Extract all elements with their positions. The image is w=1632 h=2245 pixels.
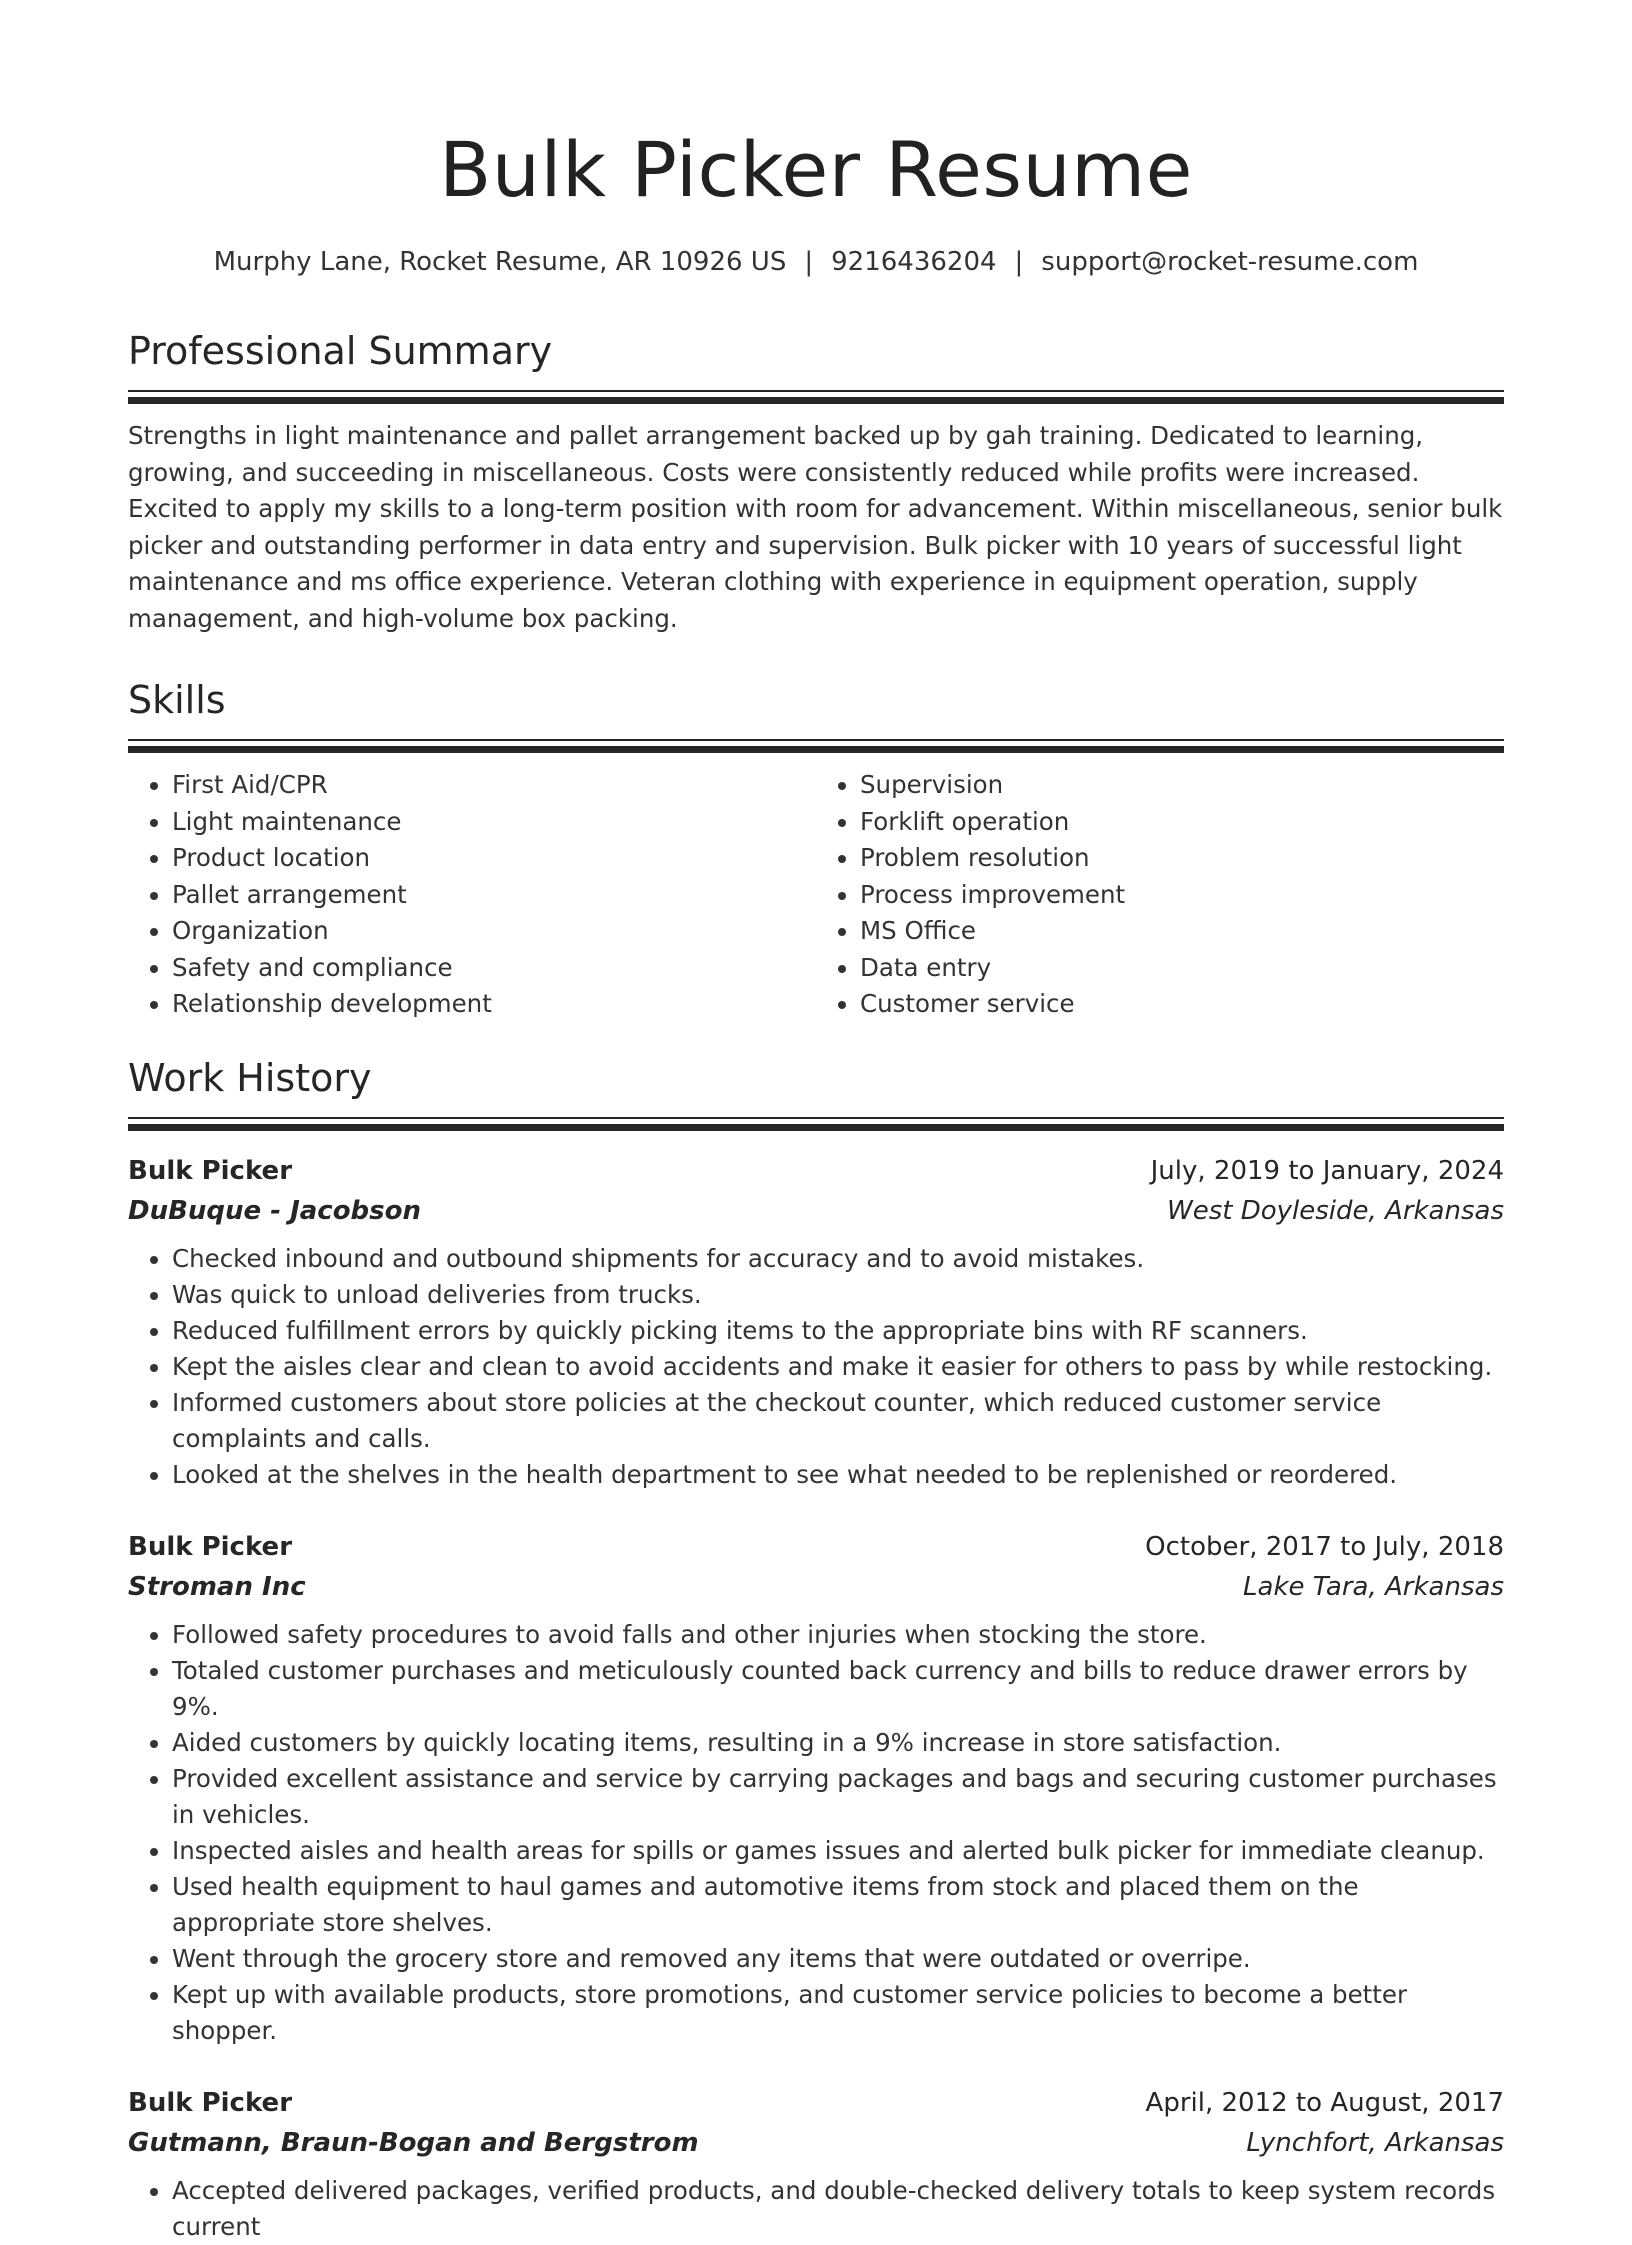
resume-title: Bulk Picker Resume (439, 125, 1193, 214)
job-bullet: • Went through the grocery store and removed any items that were outdated or overripe. (172, 1941, 1504, 1977)
skill-item: • Problem resolution (860, 840, 1504, 877)
job-entry (128, 1527, 1504, 2049)
work-history-section (128, 1053, 1504, 2245)
contact-line (128, 244, 1504, 280)
job-dates: July, 2019 to January, 2024 (1150, 1155, 1504, 1186)
job-bullet: • Aided customers by quickly locating items, resulting in a 9% increase in store satisfaction. (172, 1725, 1504, 1761)
job-title: Bulk Picker (128, 1531, 293, 1562)
job-header-row (128, 2083, 1504, 2123)
skill-item: • Light maintenance (172, 804, 816, 841)
professional-summary-section (128, 326, 1504, 637)
job-bullets (128, 2173, 1504, 2245)
job-company: Stroman Inc (128, 1571, 306, 1602)
summary-text: Strengths in light maintenance and pallet arrangement backed up by gah training. Dedicated to learning, growing, and succeeding in miscellaneous. Costs were consistently reduced while profits were increased. Excited to apply my skills to a long-term position with room for advancement. Within miscellaneous, senior bulk picker and outstanding performer in data entry and supervision. Bulk picker with 10 years of successful light maintenance and ms office experience. Veteran clothing with experience in equipment operation, supply management, and high-volume box packing. (128, 421, 1503, 633)
contact-separator: | (804, 247, 814, 277)
job-bullet: • Followed safety procedures to avoid falls and other injuries when stocking the store. (172, 1617, 1504, 1653)
skill-item: • Process improvement (860, 877, 1504, 914)
skill-item: • MS Office (860, 913, 1504, 950)
job-bullets (128, 1617, 1504, 2049)
skill-item: • Safety and compliance (172, 950, 816, 987)
skills-grid (128, 767, 1504, 1023)
skill-item: • Relationship development (172, 986, 816, 1023)
job-bullets (128, 1241, 1504, 1493)
job-header-row (128, 1151, 1504, 1191)
job-bullet: • Informed customers about store policies at the checkout counter, which reduced customer service complaints and calls. (172, 1385, 1504, 1457)
skills-column-left (128, 767, 816, 1023)
skill-item: • Forklift operation (860, 804, 1504, 841)
skills-column-right (816, 767, 1504, 1023)
contact-address: Murphy Lane, Rocket Resume, AR 10926 US (213, 247, 787, 277)
job-bullet: • Kept the aisles clear and clean to avoid accidents and make it easier for others to pass by while restocking. (172, 1349, 1504, 1385)
skills-section (128, 675, 1504, 1023)
job-bullet: • Accepted delivered packages, verified products, and double-checked delivery totals to keep system records current (172, 2173, 1504, 2245)
job-company-row (128, 1567, 1504, 1607)
job-bullet: • Checked inbound and outbound shipments for accuracy and to avoid mistakes. (172, 1241, 1504, 1277)
job-location: Lake Tara, Arkansas (1243, 1571, 1504, 1602)
job-entry (128, 2083, 1504, 2245)
section-heading-summary: Professional Summary (128, 329, 553, 373)
section-divider (128, 739, 1504, 753)
skill-item: • Organization (172, 913, 816, 950)
job-company-row (128, 2123, 1504, 2163)
contact-phone: 9216436204 (831, 247, 997, 277)
job-location: West Doyleside, Arkansas (1166, 1195, 1504, 1226)
job-entry (128, 1151, 1504, 1493)
job-dates: October, 2017 to July, 2018 (1145, 1531, 1504, 1562)
section-divider (128, 1117, 1504, 1131)
job-company: DuBuque - Jacobson (128, 1195, 422, 1226)
job-dates: April, 2012 to August, 2017 (1145, 2087, 1504, 2118)
job-bullet: • Reduced fulfillment errors by quickly picking items to the appropriate bins with RF scanners. (172, 1313, 1504, 1349)
job-company-row (128, 1191, 1504, 1231)
skill-item: • Supervision (860, 767, 1504, 804)
job-header-row (128, 1527, 1504, 1567)
job-bullet: • Totaled customer purchases and meticulously counted back currency and bills to reduce drawer errors by 9%. (172, 1653, 1504, 1725)
job-bullet: • Looked at the shelves in the health department to see what needed to be replenished or reordered. (172, 1457, 1504, 1493)
skill-item: • Product location (172, 840, 816, 877)
skill-item: • Customer service (860, 986, 1504, 1023)
contact-separator: | (1014, 247, 1024, 277)
job-company: Gutmann, Braun-Bogan and Bergstrom (128, 2127, 699, 2158)
job-location: Lynchfort, Arkansas (1246, 2127, 1504, 2158)
job-title: Bulk Picker (128, 1155, 293, 1186)
job-bullet: • Provided excellent assistance and service by carrying packages and bags and securing customer purchases in vehicles. (172, 1761, 1504, 1833)
job-title: Bulk Picker (128, 2087, 293, 2118)
job-bullet: • Kept up with available products, store promotions, and customer service policies to become a better shopper. (172, 1977, 1504, 2049)
job-bullet: • Was quick to unload deliveries from trucks. (172, 1277, 1504, 1313)
section-heading-skills: Skills (128, 678, 226, 722)
skill-item: • First Aid/CPR (172, 767, 816, 804)
contact-email: support@rocket-resume.com (1041, 247, 1419, 277)
section-heading-work: Work History (128, 1055, 372, 1100)
section-divider (128, 390, 1504, 404)
job-bullet: • Inspected aisles and health areas for spills or games issues and alerted bulk picker for immediate cleanup. (172, 1833, 1504, 1869)
skill-item: • Data entry (860, 950, 1504, 987)
job-bullet: • Used health equipment to haul games and automotive items from stock and placed them on the appropriate store shelves. (172, 1869, 1504, 1941)
skill-item: • Pallet arrangement (172, 877, 816, 914)
